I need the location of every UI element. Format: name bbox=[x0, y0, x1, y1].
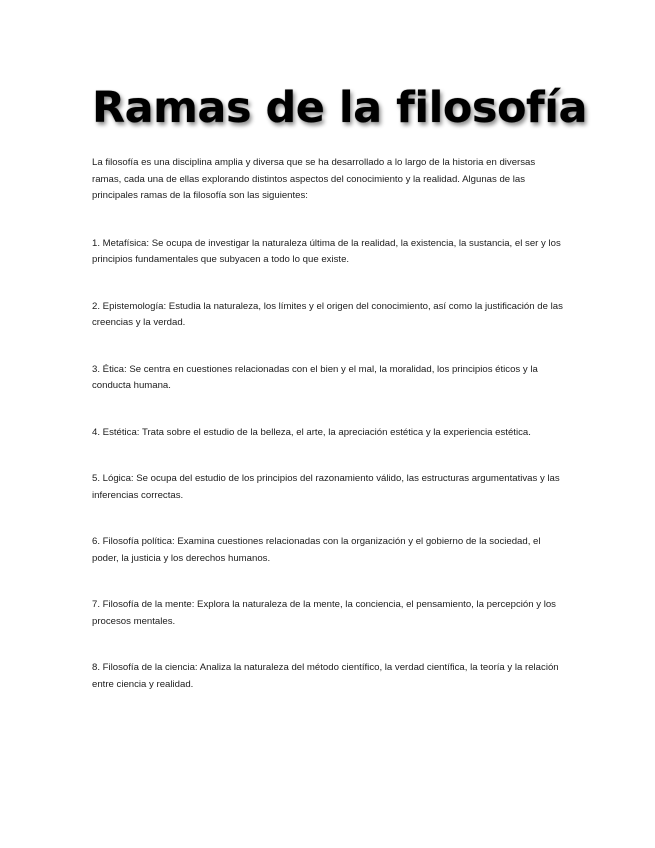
branch-philosophy-of-mind: 7. Filosofía de la mente: Explora la naturaleza de la mente, la conciencia, el pensamiento, la percepción y los procesos mentales. bbox=[92, 599, 556, 627]
branch-epistemology: 2. Epistemología: Estudia la naturaleza, los límites y el origen del conocimiento, así como la justificación de las creencias y la verdad. bbox=[92, 300, 563, 328]
branch-ethics: 3. Ética: Se centra en cuestiones relacionadas con el bien y el mal, la moralidad, los principios éticos y la conducta humana. bbox=[92, 363, 538, 391]
page-title: Ramas de la filosofía bbox=[92, 83, 587, 133]
document-body bbox=[92, 155, 564, 723]
intro-paragraph: La filosofía es una disciplina amplia y diversa que se ha desarrollado a lo largo de la historia en diversas ramas, cada una de ellas explorando distintos aspectos del conocimiento y la realidad. Algunas de las principales ramas de la filosofía son las siguientes: bbox=[92, 157, 536, 201]
branch-logic: 5. Lógica: Se ocupa del estudio de los principios del razonamiento válido, las estructuras argumentativas y las inferencias correctas. bbox=[92, 473, 560, 501]
branch-philosophy-of-science: 8. Filosofía de la ciencia: Analiza la naturaleza del método científico, la verdad científica, la teoría y la relación entre ciencia y realidad. bbox=[92, 662, 559, 690]
branch-aesthetics: 4. Estética: Trata sobre el estudio de la belleza, el arte, la apreciación estética y la experiencia estética. bbox=[92, 426, 531, 438]
branch-political-philosophy: 6. Filosofía política: Examina cuestiones relacionadas con la organización y el gobierno de la sociedad, el poder, la justicia y los derechos humanos. bbox=[92, 536, 541, 564]
branch-metaphysics: 1. Metafísica: Se ocupa de investigar la naturaleza última de la realidad, la existencia, la sustancia, el ser y los principios fundamentales que subyacen a todo lo que existe. bbox=[92, 237, 561, 265]
